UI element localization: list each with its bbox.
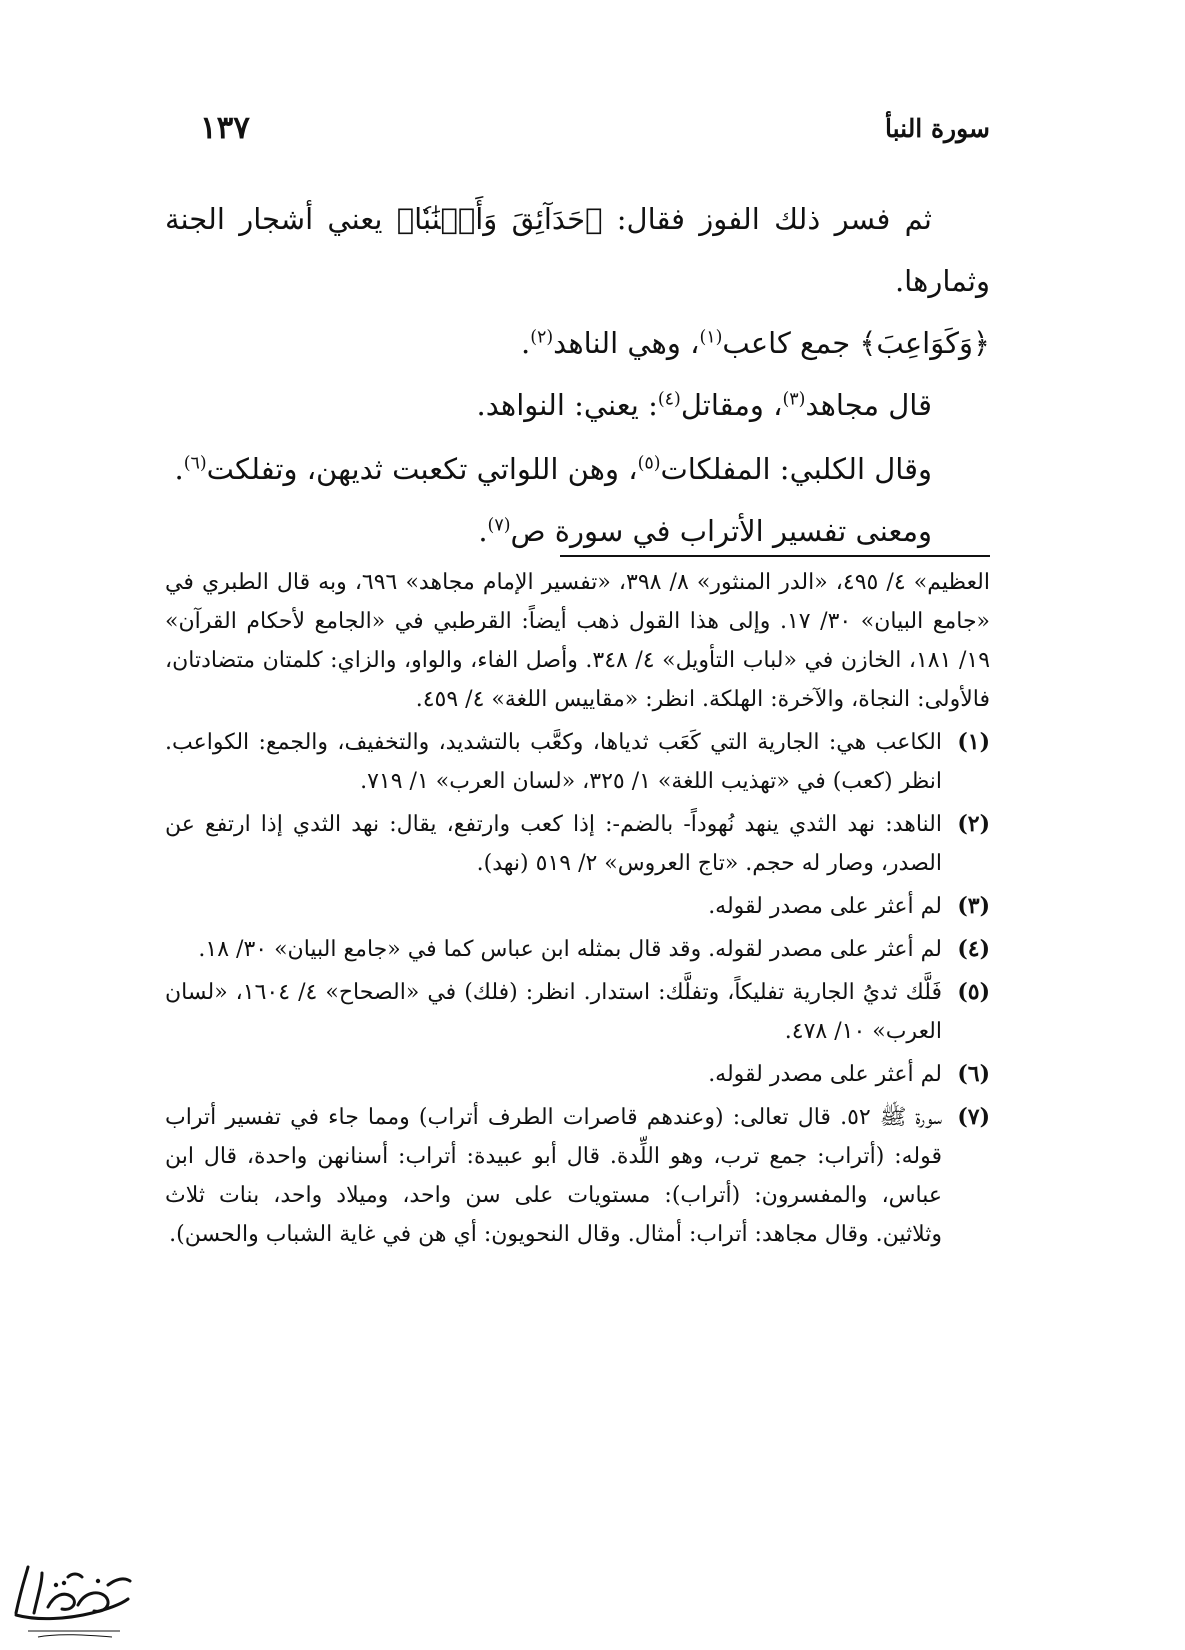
footnote-ref[interactable]: (٣) xyxy=(782,389,806,410)
text-span: : يعني: النواهد. xyxy=(476,388,658,422)
footnote-separator xyxy=(560,555,990,557)
paragraph-4 xyxy=(165,438,990,500)
footnote-ref[interactable]: (٤) xyxy=(657,389,681,410)
footnote-text: سورة ﷺ ٥٢. قال تعالى: (وعندهم قاصرات الطرف أتراب) ومما جاء في تفسير أتراب قوله: (أتراب: جمع ترب، وهو اللِّدة. قال أبو عبيدة: أتراب: أسنانهن واحدة، قال ابن عباس، والمفسرون: (أتراب): مستويات على سن واحد، وميلاد واحد، بنات ثلاث وثلاثين. وقال مجاهد: أتراب: أمثال. وقال النحويون: أي هن في غاية الشباب والحسن). xyxy=(165,1105,942,1247)
footnote-number: (١) xyxy=(957,729,990,755)
footnote-item xyxy=(165,930,990,969)
footnote-text: لم أعثر على مصدر لقوله. xyxy=(708,1062,942,1087)
footnote-number: (٤) xyxy=(957,936,990,962)
footnote-number: (٦) xyxy=(957,1061,990,1087)
page-header xyxy=(200,108,990,148)
text-span: جمع كاعب xyxy=(722,326,860,360)
page-number: ١٣٧ xyxy=(200,110,250,146)
text-span: . xyxy=(478,514,488,548)
footnote-item xyxy=(165,973,990,1051)
footnote-text: الكاعب هي: الجارية التي كَعَب ثدياها، وكعَّب بالتشديد، والتخفيف، والجمع: الكواعب. انظر (كعب) في «تهذيب اللغة» ١/ ٣٢٥، «لسان العرب» ١/ ٧١٩. xyxy=(165,730,942,794)
footnote-ref[interactable]: (٧) xyxy=(487,515,511,536)
quran-verse: ﴿حَدَآئِقَ وَأَعۡنَٰبٗا﴾ xyxy=(396,202,603,236)
footnote-item xyxy=(165,723,990,801)
text-span: . xyxy=(521,326,531,360)
footnote-item xyxy=(165,887,990,926)
text-span: وقال الكلبي: المفلكات xyxy=(660,452,932,486)
footnote-ref[interactable]: (٥) xyxy=(637,453,661,474)
calligraphy-logo xyxy=(8,1555,138,1645)
paragraph-3 xyxy=(165,374,990,436)
quran-verse: ﴿وَكَوَاعِبَ﴾ xyxy=(859,326,990,360)
footnote-text: لم أعثر على مصدر لقوله. وقد قال بمثله ابن عباس كما في «جامع البيان» ٣٠/ ١٨. xyxy=(198,937,942,962)
footnote-item xyxy=(165,1098,990,1254)
footnote-number: (٥) xyxy=(957,979,990,1005)
footnote-item xyxy=(165,805,990,883)
text-span: . xyxy=(174,452,184,486)
footnote-text: فَلَّك ثديُ الجارية تفليكاً، وتفلَّك: استدار. انظر: (فلك) في «الصحاح» ٤/ ١٦٠٤، «لسان العرب» ١٠/ ٤٧٨. xyxy=(165,980,942,1044)
footnote-number: (٣) xyxy=(957,893,990,919)
main-text xyxy=(165,188,990,562)
paragraph-1 xyxy=(165,188,990,312)
text-span: يعني أشجار الجنة وثمارها. xyxy=(165,202,990,298)
footnote-text: لم أعثر على مصدر لقوله. xyxy=(708,894,942,919)
footnote-ref[interactable]: (٦) xyxy=(183,453,207,474)
text-span: قال مجاهد xyxy=(805,388,932,422)
footnote-ref[interactable]: (١) xyxy=(699,327,723,348)
footnote-number: (٧) xyxy=(957,1104,990,1130)
footnote-ref[interactable]: (٢) xyxy=(530,327,554,348)
surah-title: سورة النبأ xyxy=(884,113,990,143)
text-span: ثم فسر ذلك الفوز فقال: xyxy=(602,202,933,236)
paragraph-5 xyxy=(165,500,990,562)
text-span: ، وهن اللواتي تكعبت ثديهن، وتفلكت xyxy=(206,452,638,486)
footnote-continuation: العظيم» ٤/ ٤٩٥، «الدر المنثور» ٨/ ٣٩٨، «تفسير الإمام مجاهد» ٦٩٦، وبه قال الطبري في «جامع البيان» ٣٠/ ١٧. وإلى هذا القول ذهب أيضاً: القرطبي في «الجامع لأحكام القرآن» ١٩/ ١٨١، الخازن في «لباب التأويل» ٤/ ٣٤٨. وأصل الفاء، والواو، والزاي: كلمتان متضادتان، فالأولى: النجاة، والآخرة: الهلكة. انظر: «مقاييس اللغة» ٤/ ٤٥٩. xyxy=(165,570,991,712)
footnote-item xyxy=(165,1055,990,1094)
footnote-number: (٢) xyxy=(957,811,990,837)
text-span: ومعنى تفسير الأتراب في سورة ص xyxy=(510,514,932,548)
text-span: ، وهي الناهد xyxy=(553,326,700,360)
footnote-text: الناهد: نهد الثدي ينهد نُهوداً- بالضم-: إذا كعب وارتفع، يقال: نهد الثدي إذا ارتفع عن الصدر، وصار له حجم. «تاج العروس» ٢/ ٥١٩ (نهد). xyxy=(165,812,942,876)
footnotes xyxy=(165,563,990,1254)
text-span: ، ومقاتل xyxy=(680,388,783,422)
paragraph-2 xyxy=(165,312,990,374)
